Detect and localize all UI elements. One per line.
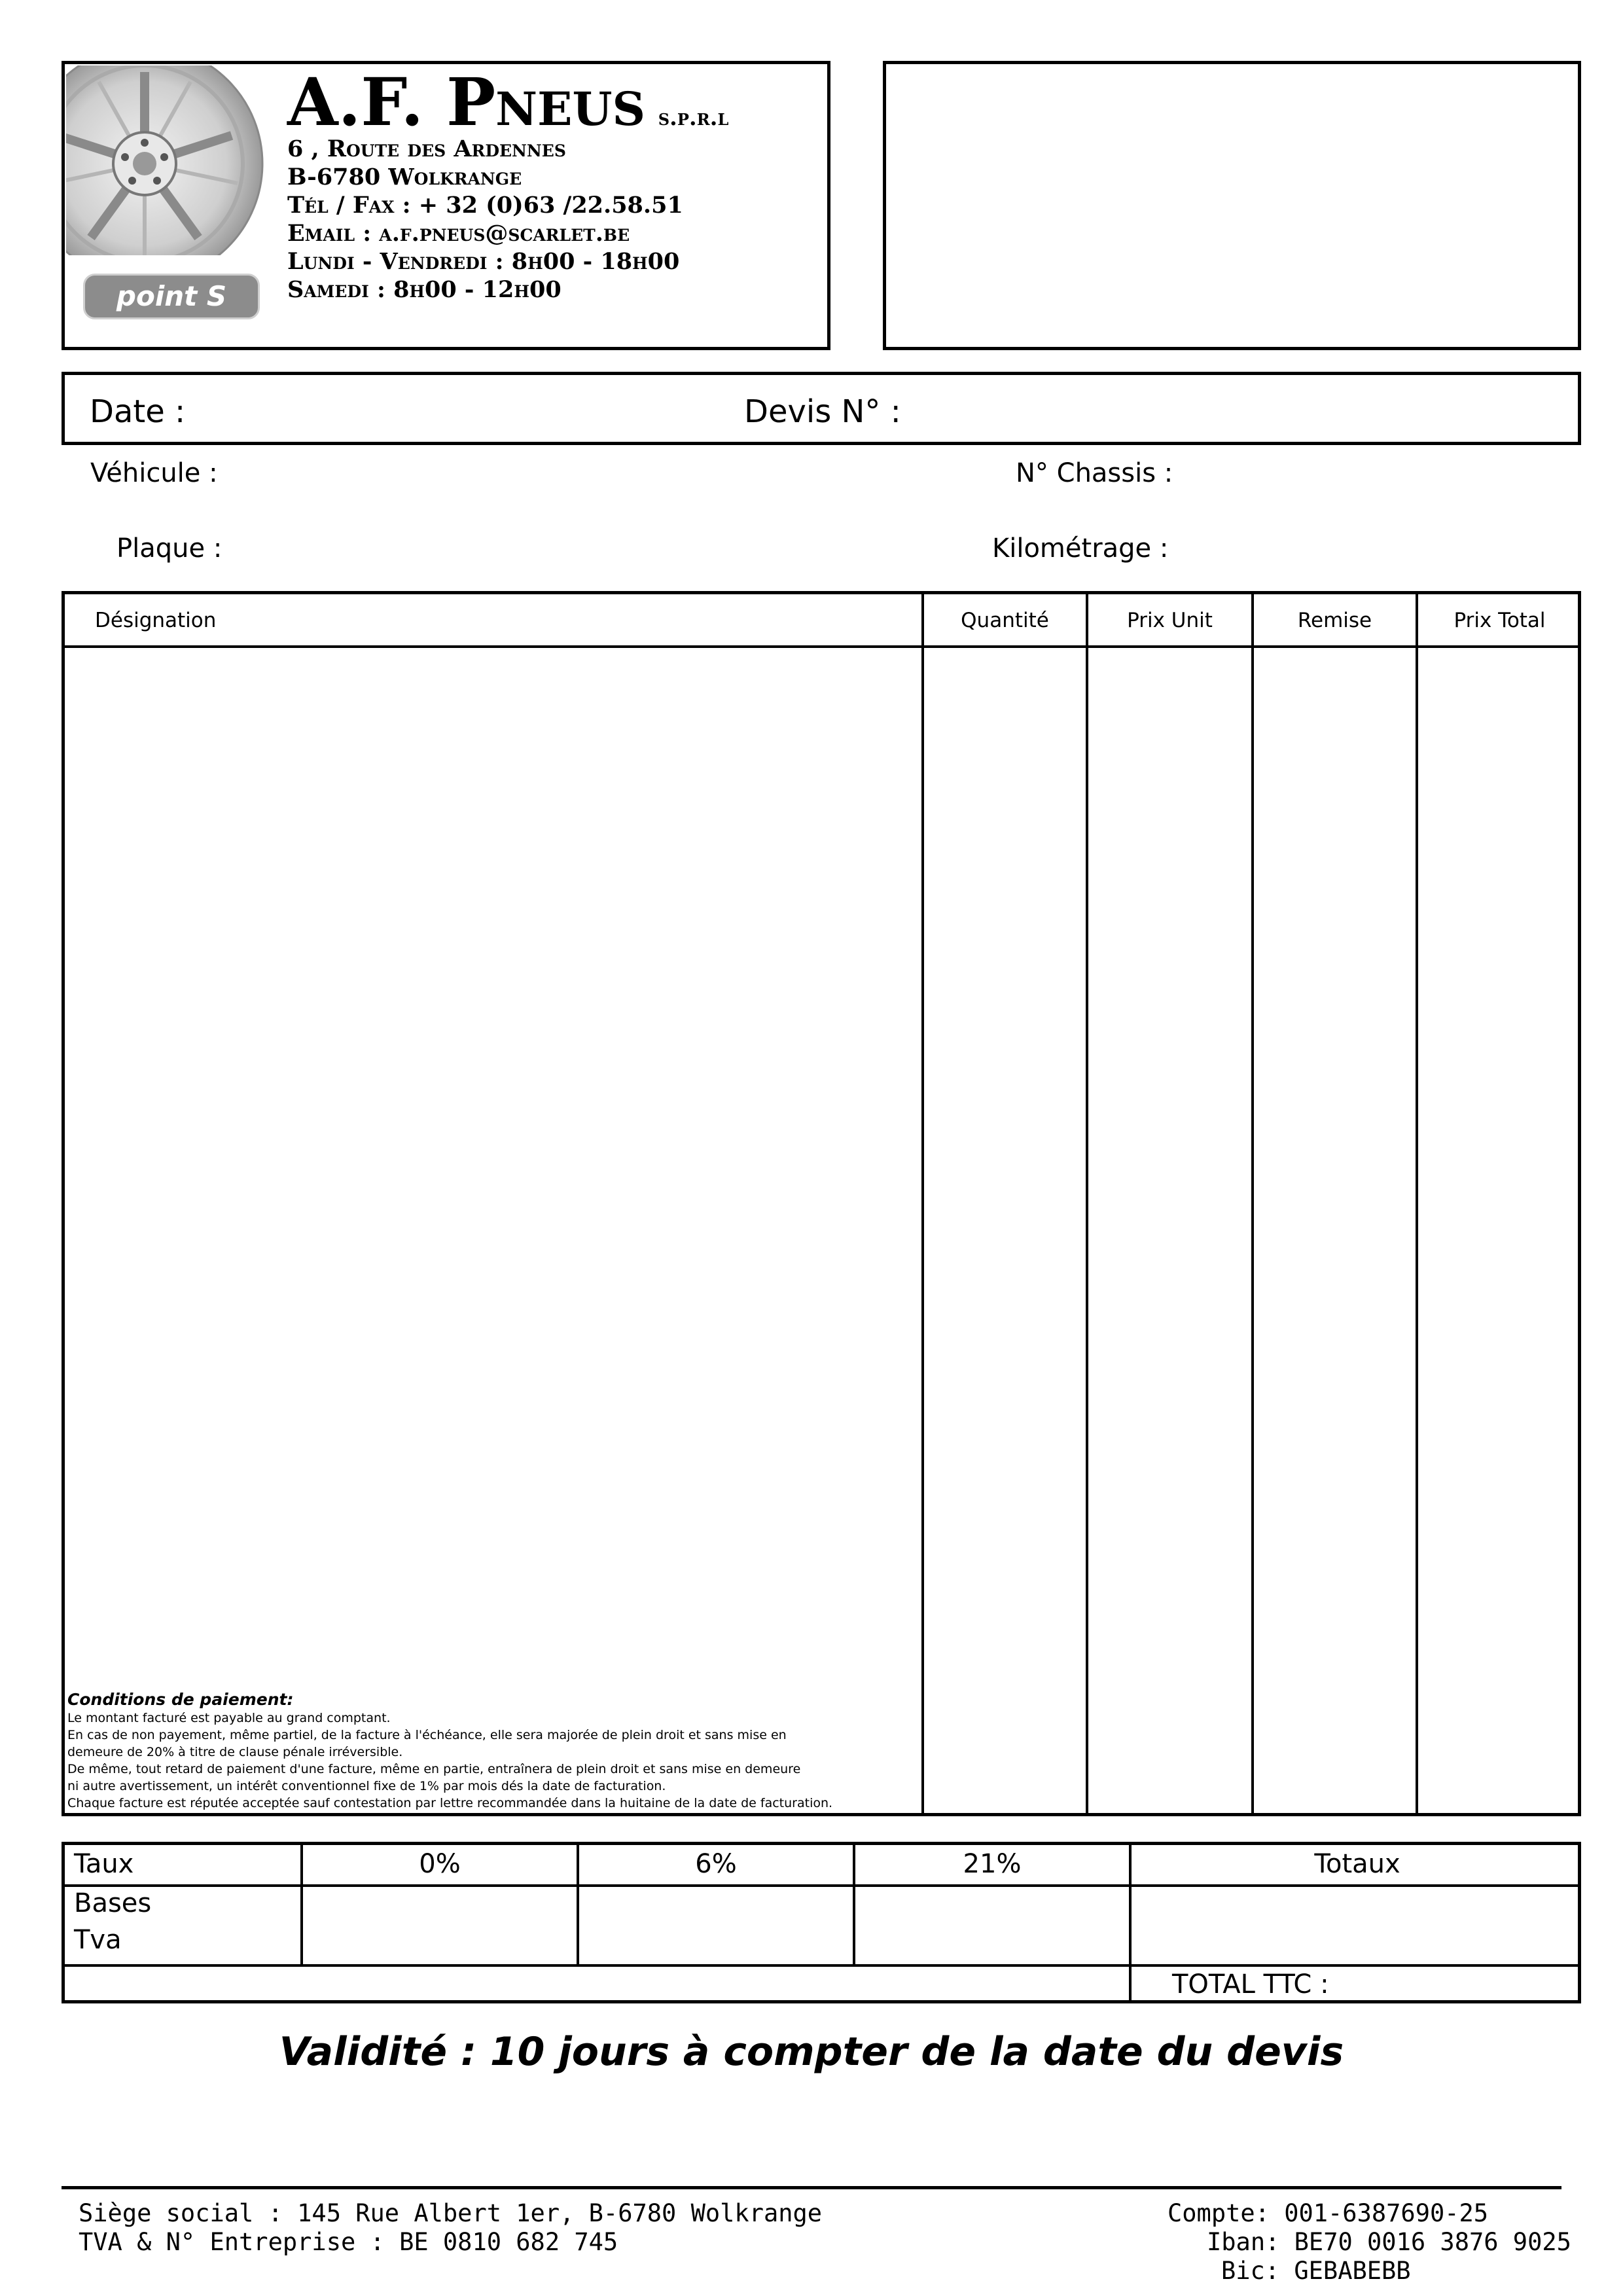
devis-number-label: Devis N° :	[744, 393, 901, 430]
vehicule-label: Véhicule :	[90, 458, 218, 488]
footer-tva-entreprise: TVA & N° Entreprise : BE 0810 682 745	[79, 2228, 618, 2256]
payment-conditions	[67, 1690, 912, 1812]
rate-21: 21%	[963, 1849, 1022, 1879]
chassis-label: N° Chassis :	[1016, 458, 1173, 488]
conditions-line: Chaque facture est réputée acceptée sauf contestation par lettre recommandée dans la huitaine de la date de facturation.	[67, 1796, 833, 1810]
company-suffix: s.p.r.l	[658, 105, 729, 131]
company-address: 6 , Route des Ardennes	[287, 135, 566, 162]
conditions-title: Conditions de paiement:	[67, 1690, 294, 1709]
company-phone: Tél / Fax : + 32 (0)63 /22.58.51	[287, 192, 683, 219]
company-box	[62, 61, 830, 350]
items-body-area[interactable]	[65, 648, 921, 1617]
date-label: Date :	[90, 393, 186, 430]
validity-notice: Validité : 10 jours à compter de la date du devis	[279, 2029, 1344, 2075]
row-divider	[65, 1964, 1578, 1967]
company-hours-weekday: Lundi - Vendredi : 8h00 - 18h00	[287, 248, 680, 275]
column-divider	[1416, 594, 1418, 1813]
footer-compte: Compte: 001-6387690-25	[1168, 2199, 1489, 2227]
bases-label: Bases	[74, 1888, 152, 1918]
totaux-label: Totaux	[1314, 1849, 1400, 1879]
kilometrage-label: Kilométrage :	[992, 533, 1169, 564]
taux-label: Taux	[74, 1849, 134, 1879]
company-email: Email : a.f.pneus@scarlet.be	[287, 220, 630, 247]
company-details	[287, 135, 683, 304]
date-devis-box	[62, 372, 1581, 445]
rate-6: 6%	[695, 1849, 737, 1879]
row-divider	[65, 1884, 1578, 1887]
conditions-line: Le montant facturé est payable au grand comptant.	[67, 1711, 391, 1725]
conditions-line: demeure de 20% à titre de clause pénale irréversible.	[67, 1745, 403, 1759]
client-address-box[interactable]	[883, 61, 1581, 350]
conditions-line: En cas de non payement, même partiel, de la facture à l'échéance, elle sera majorée de plein droit et sans mise en	[67, 1728, 787, 1742]
company-name-text: A.F. Pneus	[287, 63, 646, 141]
point-s-logo	[83, 274, 260, 319]
company-name	[287, 63, 729, 141]
column-header-designation: Désignation	[95, 609, 217, 632]
company-city: B-6780 Wolkrange	[287, 164, 522, 190]
tva-label: Tva	[74, 1925, 122, 1955]
column-divider	[921, 594, 924, 1813]
column-header-prix-total: Prix Total	[1454, 609, 1546, 632]
column-header-prix-unit: Prix Unit	[1127, 609, 1213, 632]
footer-divider	[62, 2186, 1561, 2189]
company-hours-saturday: Samedi : 8h00 - 12h00	[287, 276, 562, 303]
column-header-quantite: Quantité	[961, 609, 1049, 632]
conditions-line: De même, tout retard de paiement d'une facture, même en partie, entraînera de plein droit et sans mise en demeure	[67, 1762, 801, 1776]
rate-0: 0%	[419, 1849, 461, 1879]
column-divider	[1251, 594, 1254, 1813]
tva-summary-table	[62, 1842, 1581, 2003]
items-table	[62, 591, 1581, 1816]
plaque-label: Plaque :	[116, 533, 223, 564]
total-ttc-label: TOTAL TTC :	[1172, 1969, 1329, 2000]
conditions-line: ni autre avertissement, un intérêt conventionnel fixe de 1% par mois dés la date de facturation.	[67, 1779, 666, 1793]
column-header-remise: Remise	[1297, 609, 1372, 632]
footer-siege: Siège social : 145 Rue Albert 1er, B-6780 Wolkrange	[79, 2199, 823, 2227]
footer-bic: Bic: GEBABEBB	[1221, 2257, 1411, 2285]
wheel-icon	[66, 65, 269, 255]
footer-iban: Iban: BE70 0016 3876 9025	[1207, 2228, 1571, 2256]
point-s-logo-text: point S	[116, 280, 227, 312]
column-divider	[1086, 594, 1088, 1813]
